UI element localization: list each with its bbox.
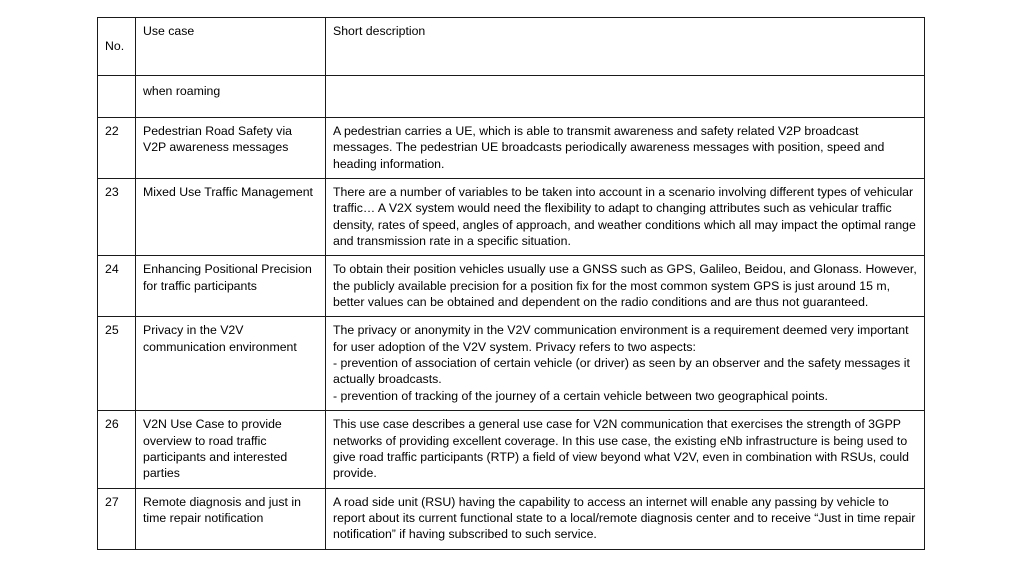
table-row bbox=[98, 411, 925, 488]
cell-no: 27 bbox=[98, 488, 136, 549]
cell-no: 26 bbox=[98, 411, 136, 488]
cell-use-case: when roaming bbox=[136, 76, 326, 118]
table-row bbox=[98, 488, 925, 549]
cell-use-case: Privacy in the V2V communication environment bbox=[136, 317, 326, 411]
cell-use-case: V2N Use Case to provide overview to road traffic participants and interested parties bbox=[136, 411, 326, 488]
cell-no: 23 bbox=[98, 179, 136, 256]
cell-no bbox=[98, 76, 136, 118]
column-header-use-case: Use case bbox=[136, 18, 326, 76]
column-header-short-description: Short description bbox=[326, 18, 925, 76]
use-case-table bbox=[97, 17, 925, 550]
description-line: The privacy or anonymity in the V2V communication environment is a requirement deemed very important for user adoption of the V2V system. Privacy refers to two aspects: bbox=[333, 323, 909, 354]
table-row bbox=[98, 118, 925, 179]
cell-description bbox=[326, 76, 925, 118]
cell-description: To obtain their position vehicles usually use a GNSS such as GPS, Galileo, Beidou, and Glonass. However, the publicly available precision for a position fix for the most common system GPS is just around 15 m, better values can be obtained and dependent on the radio conditions and are thus not guaranteed. bbox=[326, 256, 925, 317]
table-row bbox=[98, 256, 925, 317]
cell-description: A pedestrian carries a UE, which is able to transmit awareness and safety related V2P broadcast messages. The pedestrian UE broadcasts periodically awareness messages with position, speed and heading information. bbox=[326, 118, 925, 179]
table-row bbox=[98, 317, 925, 411]
table-row bbox=[98, 76, 925, 118]
cell-description: There are a number of variables to be taken into account in a scenario involving different types of vehicular traffic… A V2X system would need the flexibility to adapt to changing attributes such as vehicular traffic density, rates of speed, angles of approach, and weather conditions which all may impact the optimal range and transmission rate in a specific situation. bbox=[326, 179, 925, 256]
cell-use-case: Remote diagnosis and just in time repair notification bbox=[136, 488, 326, 549]
cell-use-case: Enhancing Positional Precision for traffic participants bbox=[136, 256, 326, 317]
table-header bbox=[98, 18, 925, 76]
header-row bbox=[98, 18, 925, 76]
cell-no: 24 bbox=[98, 256, 136, 317]
column-header-no: No. bbox=[98, 18, 136, 76]
description-line: - prevention of tracking of the journey of a certain vehicle between two geographical points. bbox=[333, 388, 828, 403]
cell-use-case: Mixed Use Traffic Management bbox=[136, 179, 326, 256]
table-body bbox=[98, 76, 925, 550]
cell-description bbox=[326, 317, 925, 411]
cell-use-case: Pedestrian Road Safety via V2P awareness messages bbox=[136, 118, 326, 179]
cell-no: 22 bbox=[98, 118, 136, 179]
cell-description: This use case describes a general use case for V2N communication that exercises the strength of 3GPP networks of providing excellent coverage. In this use case, the existing eNb infrastructure is being used to give road traffic participants (RTP) a field of view beyond what V2V, even in combination with RSUs, could provide. bbox=[326, 411, 925, 488]
cell-description: A road side unit (RSU) having the capability to access an internet will enable any passing by vehicle to report about its current functional state to a local/remote diagnosis center and to receive “Just in time repair notification” if having subscribed to such service. bbox=[326, 488, 925, 549]
description-line: - prevention of association of certain vehicle (or driver) as seen by an observer and the safety messages it actually broadcasts. bbox=[333, 356, 910, 387]
table-row bbox=[98, 179, 925, 256]
cell-no: 25 bbox=[98, 317, 136, 411]
